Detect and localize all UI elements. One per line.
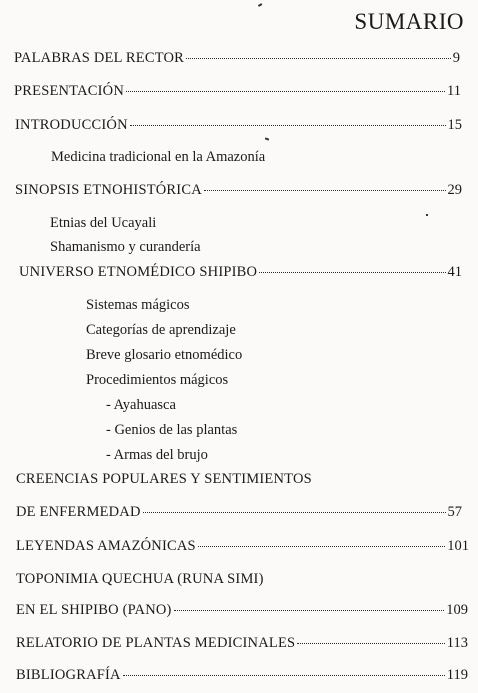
scan-speck — [426, 214, 428, 216]
toc-entry-en-el-shipibo[interactable] — [16, 601, 468, 619]
dot-leader — [297, 643, 445, 644]
toc-entry-page: 15 — [447, 117, 462, 133]
dot-leader — [123, 675, 445, 676]
toc-heading-creencias[interactable]: CREENCIAS POPULARES Y SENTIMIENTOS — [16, 471, 312, 487]
toc-entry-palabras-del-rector[interactable] — [14, 49, 460, 67]
toc-entry-page: 109 — [446, 602, 468, 618]
toc-entry-introduccion[interactable] — [15, 116, 462, 134]
toc-subentry-armas[interactable]: - Armas del brujo — [106, 447, 208, 463]
toc-entry-relatorio[interactable] — [16, 634, 468, 652]
toc-entry-label: UNIVERSO ETNOMÉDICO SHIPIBO — [19, 264, 258, 280]
dot-leader — [143, 512, 446, 513]
toc-entry-sinopsis[interactable] — [15, 181, 462, 199]
toc-entry-universo[interactable] — [19, 263, 462, 281]
toc-entry-label: SINOPSIS ETNOHISTÓRICA — [15, 182, 202, 198]
page-title: SUMARIO — [354, 9, 464, 34]
toc-subentry-glosario[interactable]: Breve glosario etnomédico — [86, 347, 243, 363]
toc-entry-bibliografia[interactable] — [16, 666, 468, 684]
toc-subentry-ayahuasca[interactable]: - Ayahuasca — [106, 397, 176, 413]
toc-subentry-sistemas[interactable]: Sistemas mágicos — [86, 297, 190, 313]
toc-entry-page: 113 — [446, 635, 468, 651]
toc-heading-toponimia[interactable]: TOPONIMIA QUECHUA (RUNA SIMI) — [16, 571, 264, 587]
dot-leader — [130, 125, 446, 126]
toc-entry-label: DE ENFERMEDAD — [16, 504, 141, 520]
toc-entry-page: 119 — [446, 667, 468, 683]
dot-leader — [186, 58, 451, 59]
toc-entry-presentacion[interactable] — [14, 82, 461, 100]
scan-speck — [258, 3, 262, 6]
toc-subentry-etnias[interactable]: Etnias del Ucayali — [50, 215, 157, 231]
scan-speck — [265, 137, 269, 140]
toc-entry-page: 11 — [447, 83, 461, 99]
toc-subentry-genios[interactable]: - Genios de las plantas — [106, 422, 238, 438]
toc-entry-page: 41 — [447, 264, 462, 280]
toc-entry-label: INTRODUCCIÓN — [15, 117, 128, 133]
toc-entry-label: PRESENTACIÓN — [14, 83, 124, 99]
toc-entry-de-enfermedad[interactable] — [16, 503, 462, 521]
dot-leader — [204, 190, 446, 191]
toc-subentry-categorias[interactable]: Categorías de aprendizaje — [86, 322, 236, 338]
dot-leader — [259, 272, 445, 273]
dot-leader — [126, 91, 445, 92]
toc-entry-page: 29 — [447, 182, 462, 198]
toc-entry-leyendas[interactable] — [16, 537, 469, 555]
toc-subentry-shamanismo[interactable]: Shamanismo y curandería — [50, 239, 201, 255]
toc-subentry-procedimientos[interactable]: Procedimientos mágicos — [86, 372, 229, 388]
toc-entry-page: 101 — [447, 538, 469, 554]
toc-entry-label: BIBLIOGRAFÍA — [16, 667, 121, 683]
toc-entry-page: 57 — [447, 504, 462, 520]
toc-entry-label: PALABRAS DEL RECTOR — [14, 50, 185, 66]
toc-entry-label: EN EL SHIPIBO (PANO) — [16, 602, 172, 618]
toc-entry-label: RELATORIO DE PLANTAS MEDICINALES — [16, 635, 296, 651]
toc-entry-label: LEYENDAS AMAZÓNICAS — [16, 538, 196, 554]
dot-leader — [198, 546, 445, 547]
toc-subentry-medicina[interactable]: Medicina tradicional en la Amazonía — [51, 149, 266, 165]
toc-entry-page: 9 — [452, 50, 460, 66]
dot-leader — [174, 610, 445, 611]
